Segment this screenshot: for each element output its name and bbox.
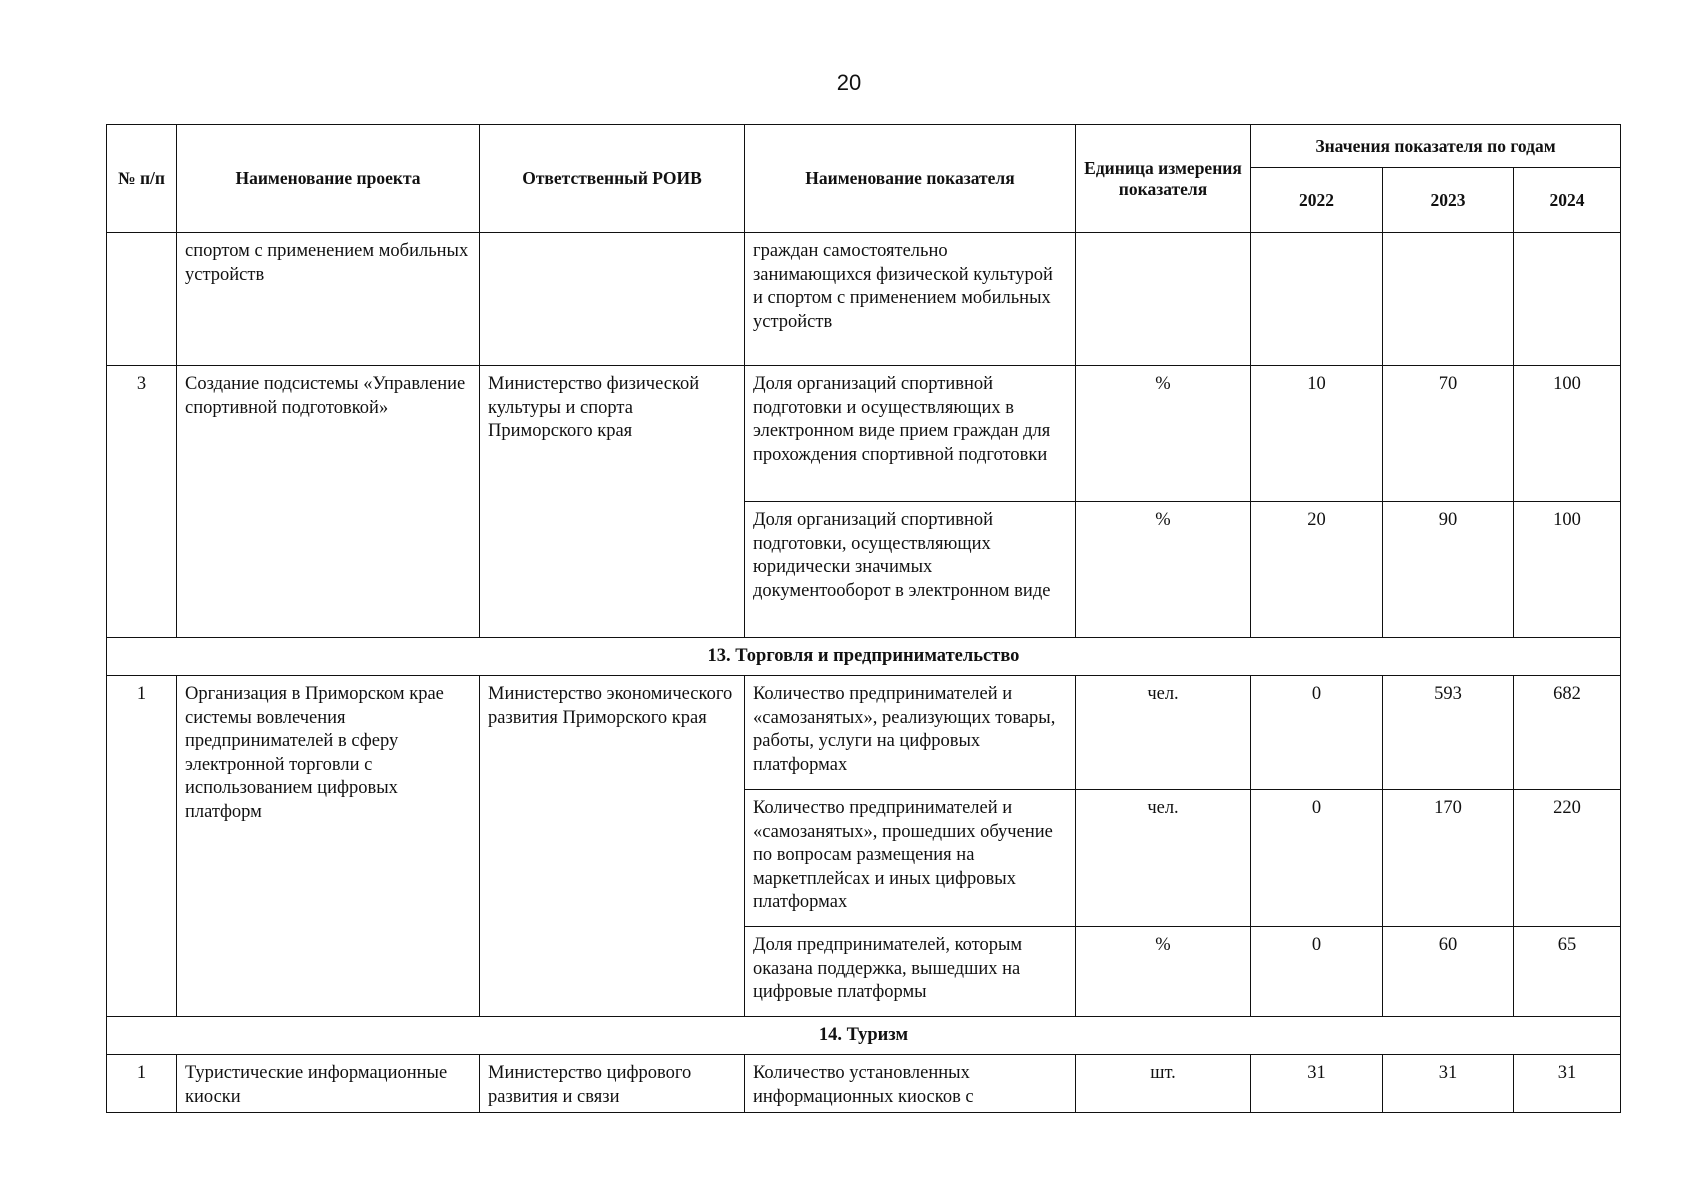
cell-value-2024: 65 bbox=[1514, 927, 1621, 1017]
cell-num: 3 bbox=[107, 366, 177, 638]
cell-num: 1 bbox=[107, 676, 177, 1017]
header-years-group: Значения показателя по годам bbox=[1251, 125, 1621, 168]
cell-value-2022: 10 bbox=[1251, 366, 1383, 502]
cell-unit: % bbox=[1076, 502, 1251, 638]
cell-value-2022: 20 bbox=[1251, 502, 1383, 638]
cell-value-2023: 31 bbox=[1383, 1055, 1514, 1113]
table-row bbox=[107, 676, 1621, 790]
cell-value-2022: 31 bbox=[1251, 1055, 1383, 1113]
cell-value-2024: 220 bbox=[1514, 790, 1621, 927]
header-unit: Единица измерения показателя bbox=[1076, 125, 1251, 233]
cell-indicator: граждан самостоятельно занимающихся физической культурой и спортом с применением мобильных устройств bbox=[745, 233, 1076, 366]
cell-value-2024 bbox=[1514, 233, 1621, 366]
header-num: № п/п bbox=[107, 125, 177, 233]
cell-indicator: Количество предпринимателей и «самозанятых», прошедших обучение по вопросам размещения на маркетплейсах и иных цифровых платформах bbox=[745, 790, 1076, 927]
cell-value-2023: 593 bbox=[1383, 676, 1514, 790]
cell-roiv: Министерство физической культуры и спорта Приморского края bbox=[480, 366, 745, 638]
cell-value-2023: 170 bbox=[1383, 790, 1514, 927]
cell-value-2024: 100 bbox=[1514, 502, 1621, 638]
cell-unit: % bbox=[1076, 927, 1251, 1017]
cell-value-2024: 682 bbox=[1514, 676, 1621, 790]
header-row bbox=[107, 125, 1621, 168]
table-row bbox=[107, 1055, 1621, 1113]
table-row bbox=[107, 366, 1621, 502]
cell-project: Организация в Приморском крае системы вовлечения предпринимателей в сферу электронной торговли с использованием цифровых платформ bbox=[177, 676, 480, 1017]
cell-roiv bbox=[480, 233, 745, 366]
cell-unit: чел. bbox=[1076, 790, 1251, 927]
cell-value-2022: 0 bbox=[1251, 676, 1383, 790]
header-year-2023: 2023 bbox=[1383, 168, 1514, 233]
cell-unit: % bbox=[1076, 366, 1251, 502]
indicators-table bbox=[106, 124, 1621, 1113]
cell-roiv: Министерство цифрового развития и связи bbox=[480, 1055, 745, 1113]
cell-value-2022: 0 bbox=[1251, 790, 1383, 927]
header-year-2024: 2024 bbox=[1514, 168, 1621, 233]
header-roiv: Ответственный РОИВ bbox=[480, 125, 745, 233]
cell-roiv: Министерство экономического развития Приморского края bbox=[480, 676, 745, 1017]
cell-value-2022 bbox=[1251, 233, 1383, 366]
cell-project: Создание подсистемы «Управление спортивной подготовкой» bbox=[177, 366, 480, 638]
cell-project: спортом с применением мобильных устройств bbox=[177, 233, 480, 366]
table-row bbox=[107, 233, 1621, 366]
cell-unit: чел. bbox=[1076, 676, 1251, 790]
cell-unit: шт. bbox=[1076, 1055, 1251, 1113]
header-project: Наименование проекта bbox=[177, 125, 480, 233]
cell-indicator: Количество установленных информационных киосков с bbox=[745, 1055, 1076, 1113]
page-number: 20 bbox=[836, 70, 862, 95]
cell-num bbox=[107, 233, 177, 366]
section-title-tourism: 14. Туризм bbox=[107, 1017, 1621, 1055]
section-title-trade: 13. Торговля и предпринимательство bbox=[107, 638, 1621, 676]
cell-value-2024: 100 bbox=[1514, 366, 1621, 502]
cell-value-2022: 0 bbox=[1251, 927, 1383, 1017]
header-indicator: Наименование показателя bbox=[745, 125, 1076, 233]
section-row bbox=[107, 638, 1621, 676]
cell-indicator: Доля организаций спортивной подготовки, осуществляющих юридически значимых документооборот в электронном виде bbox=[745, 502, 1076, 638]
section-row bbox=[107, 1017, 1621, 1055]
cell-value-2023: 70 bbox=[1383, 366, 1514, 502]
cell-indicator: Доля организаций спортивной подготовки и осуществляющих в электронном виде прием граждан для прохождения спортивной подготовки bbox=[745, 366, 1076, 502]
cell-value-2023: 90 bbox=[1383, 502, 1514, 638]
cell-project: Туристические информационные киоски bbox=[177, 1055, 480, 1113]
cell-unit bbox=[1076, 233, 1251, 366]
header-year-2022: 2022 bbox=[1251, 168, 1383, 233]
cell-value-2024: 31 bbox=[1514, 1055, 1621, 1113]
cell-indicator: Доля предпринимателей, которым оказана поддержка, вышедших на цифровые платформы bbox=[745, 927, 1076, 1017]
cell-indicator: Количество предпринимателей и «самозанятых», реализующих товары, работы, услуги на цифровых платформах bbox=[745, 676, 1076, 790]
cell-num: 1 bbox=[107, 1055, 177, 1113]
cell-value-2023: 60 bbox=[1383, 927, 1514, 1017]
cell-value-2023 bbox=[1383, 233, 1514, 366]
